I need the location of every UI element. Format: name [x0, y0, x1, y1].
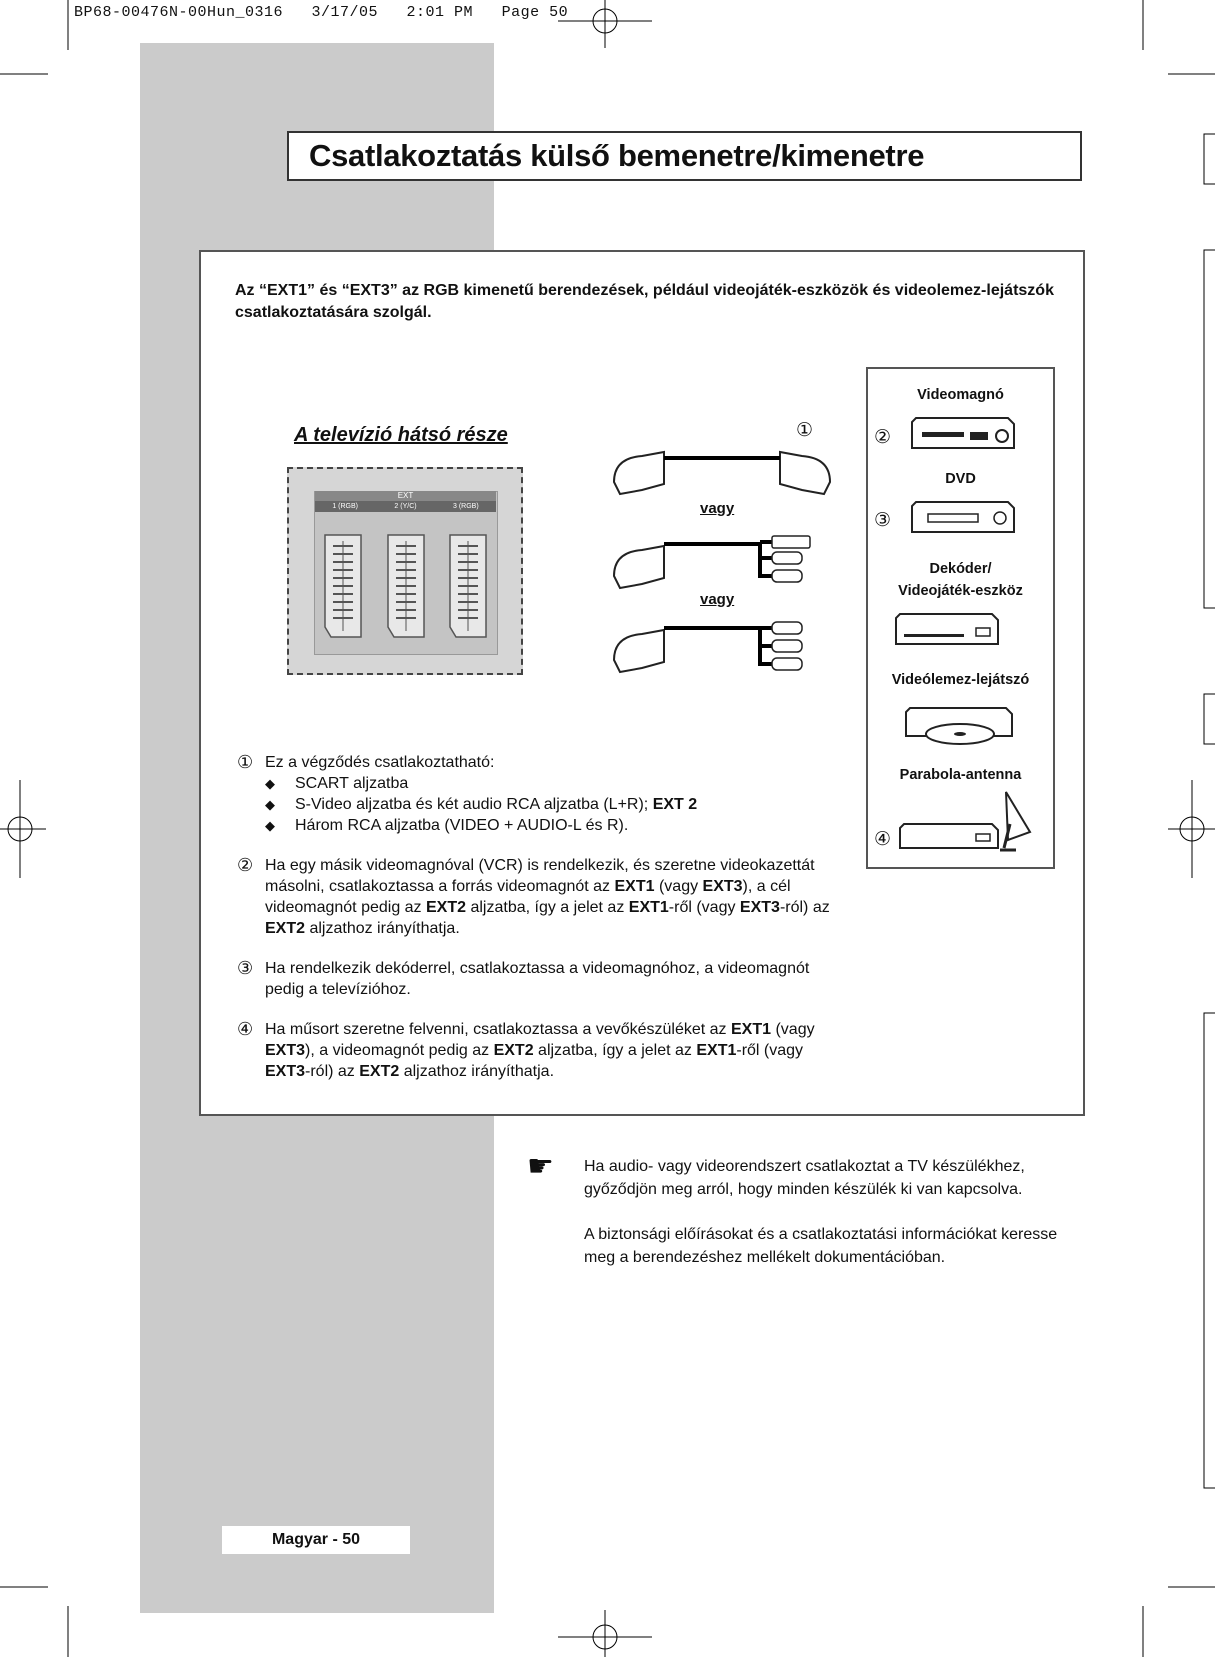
scart-plug-right-1	[780, 452, 830, 494]
note-4-text: aljzathoz irányíthatja.	[399, 1063, 555, 1080]
notes-list	[237, 752, 847, 1101]
note-2-marker: ②	[237, 855, 254, 875]
note-4-text: ), a videomagnót pedig az	[305, 1042, 494, 1059]
note-2-text: aljzathoz irányíthatja.	[305, 920, 460, 937]
or-label-1: vagy	[700, 500, 735, 517]
note-4-bold: EXT2	[493, 1042, 534, 1059]
marker-vcr: ②	[874, 427, 892, 448]
rca-plug	[772, 570, 802, 582]
note-2-bold: EXT1	[614, 878, 655, 895]
device-label-decoder-2: Videojáték-eszköz	[898, 583, 1023, 599]
tv-back-caption: A televízió hátsó része	[294, 424, 508, 446]
bullet-text: SCART aljzatba	[295, 775, 409, 792]
svideo-plug	[772, 536, 810, 548]
marker-dvd: ③	[874, 510, 892, 531]
marker-satellite: ④	[874, 829, 892, 850]
note-4-text: -ról) az	[305, 1063, 360, 1080]
note-2-text: aljzatba, így a jelet az	[466, 899, 629, 916]
print-slug: BP68-00476N-00Hun_0316 3/17/05 2:01 PM Page 50	[74, 4, 569, 21]
vcr-icon	[908, 412, 1018, 456]
device-label-dvd: DVD	[945, 471, 976, 487]
device-label-satellite: Parabola-antenna	[899, 767, 1022, 783]
page-number: Magyar - 50	[222, 1526, 410, 1554]
note-2-bold: EXT1	[628, 899, 669, 916]
note-4-bold: EXT3	[265, 1042, 306, 1059]
note-1-text: Ez a végződés csatlakoztatható:	[265, 754, 495, 771]
rca-plug	[772, 640, 802, 652]
note-1-marker: ①	[237, 752, 254, 772]
rca-plug	[772, 552, 802, 564]
scart-plug-left-2	[614, 546, 664, 588]
rca-plug	[772, 622, 802, 634]
decoder-icon	[892, 608, 1002, 652]
dish-antenna-icon	[1006, 792, 1030, 840]
side-notes	[584, 1155, 1084, 1291]
note-2-bold: EXT2	[265, 920, 306, 937]
note-2-bold: EXT3	[739, 899, 780, 916]
note-4-bold: EXT3	[265, 1063, 306, 1080]
note-4-bold: EXT2	[359, 1063, 400, 1080]
note-4-bold: EXT1	[731, 1021, 772, 1038]
note-4-marker: ④	[237, 1019, 254, 1039]
note-3	[237, 958, 847, 1000]
or-label-2: vagy	[700, 591, 735, 608]
device-label-disc-player: Videólemez-lejátszó	[891, 672, 1030, 688]
note-4	[237, 1019, 847, 1082]
note-3-marker: ③	[237, 958, 254, 978]
bullet-glyph: ◆	[265, 818, 275, 833]
page-title: Csatlakoztatás külső bemenetre/kimenetre	[309, 138, 925, 173]
note-2-bold: EXT3	[702, 878, 743, 895]
note-4-text: (vagy	[771, 1021, 815, 1038]
note-2-bold: EXT2	[426, 899, 467, 916]
scart-plug-left-3	[614, 630, 664, 672]
cable-diagram	[612, 446, 852, 676]
cable-marker: ①	[796, 420, 814, 441]
bullet-glyph: ◆	[265, 776, 275, 791]
note-1	[237, 752, 847, 836]
scart-sockets	[289, 469, 525, 677]
dvd-player-icon	[908, 496, 1018, 540]
bullet-item	[237, 815, 847, 836]
scart-plug-left-1	[614, 452, 664, 494]
side-note-2: A biztonsági előírásokat és a csatlakoztatási információkat keresse meg a berendezéshez mellékelt dokumentációban.	[584, 1226, 1058, 1266]
device-label-decoder-1: Dekóder/	[929, 561, 992, 577]
note-2-text: (vagy	[654, 878, 703, 895]
note-4-text: Ha műsort szeretne felvenni, csatlakoztassa a vevőkészüléket az	[265, 1021, 731, 1038]
device-label-vcr: Videomagnó	[917, 387, 1004, 403]
note-2-text: Ha egy másik videomagnóval (VCR) is rendelkezik, és szeretne videokazettát másolni, csatlakoztassa a forrás videomagnót az	[265, 857, 815, 895]
note-2-text: -ról) az	[779, 899, 830, 916]
pointing-hand-icon: ☛	[527, 1150, 554, 1183]
rca-plug	[772, 658, 802, 670]
intro-text: Az “EXT1” és “EXT3” az RGB kimenetű berendezések, például videojáték-eszközök és videolemez-lejátszók csatlakoztatására szolgál.	[235, 282, 1054, 321]
disc-player-icon	[902, 698, 1018, 750]
note-4-text: -ről (vagy	[736, 1042, 804, 1059]
note-4-text: aljzatba, így a jelet az	[533, 1042, 697, 1059]
ext-label: EXT	[315, 491, 496, 501]
bullet-text: S-Video aljzatba és két audio RCA aljzatba (L+R);	[295, 796, 653, 813]
port-label-1: 1 (RGB)	[332, 503, 358, 510]
note-2-text: ), a cél videomagnót pedig az	[265, 878, 791, 916]
note-2-text: -ről (vagy	[668, 899, 740, 916]
bullet-item	[237, 773, 847, 794]
title-box	[287, 131, 1082, 181]
bullet-text: Három RCA aljzatba (VIDEO + AUDIO-L és R).	[295, 817, 629, 834]
tv-rear-panel	[287, 467, 523, 675]
port-label-2: 2 (Y/C)	[394, 503, 417, 510]
bullet-glyph: ◆	[265, 797, 275, 812]
note-2	[237, 855, 847, 939]
note-4-bold: EXT1	[696, 1042, 737, 1059]
port-label-3: 3 (RGB)	[452, 503, 479, 510]
side-note-1: Ha audio- vagy videorendszert csatlakoztat a TV készülékhez, győződjön meg arról, hogy minden készülék ki van kapcsolva.	[584, 1158, 1025, 1198]
bullet-item	[237, 794, 847, 815]
satellite-receiver-icon	[896, 784, 1036, 854]
bullet-bold: EXT 2	[652, 796, 698, 813]
note-3-text: Ha rendelkezik dekóderrel, csatlakoztassa a videomagnóhoz, a videomagnót pedig a televízióhoz.	[265, 960, 810, 998]
